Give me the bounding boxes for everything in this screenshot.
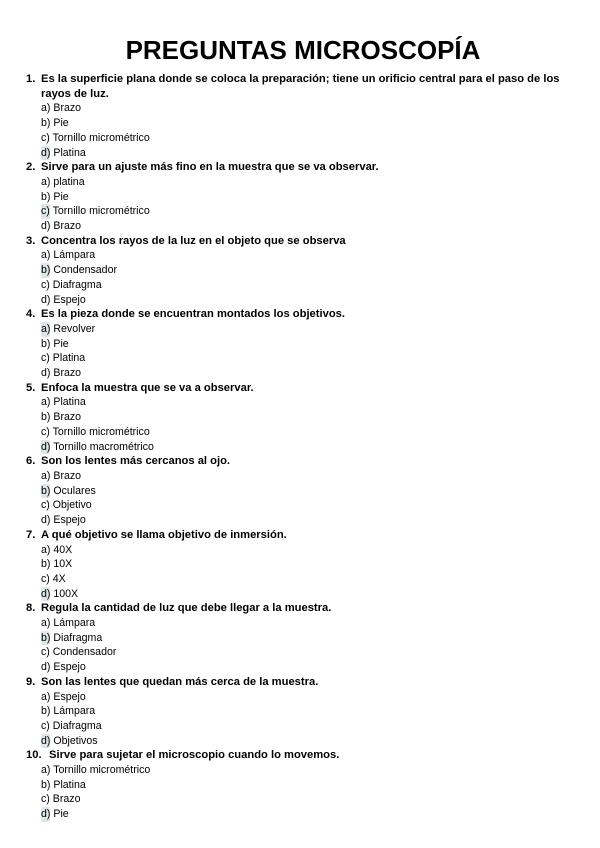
highlighted-option-letter: b) <box>41 631 51 644</box>
answer-option <box>41 763 580 778</box>
answer-option <box>41 278 580 293</box>
question-text <box>26 675 580 690</box>
answer-option <box>41 175 580 190</box>
option-letter: d) <box>41 220 51 233</box>
option-letter: a) <box>41 764 51 777</box>
question-statement: Sirve para sujetar el microscopio cuando lo movemos. <box>49 749 340 762</box>
option-text: Tornillo micrométrico <box>53 764 151 777</box>
option-letter: a) <box>41 249 51 262</box>
question-8 <box>26 601 580 675</box>
option-letter: c) <box>41 572 50 585</box>
option-letter: b) <box>41 778 51 791</box>
answer-option <box>41 792 580 807</box>
option-letter: d) <box>41 293 51 306</box>
answer-option <box>41 543 580 558</box>
option-text: Brazo <box>53 220 82 233</box>
question-text <box>26 72 580 101</box>
question-6 <box>26 454 580 528</box>
option-text: Brazo <box>52 793 81 806</box>
option-text: Brazo <box>53 367 82 380</box>
option-text: Condensador <box>52 646 117 659</box>
option-text: Diafragma <box>52 278 102 291</box>
option-text: Pie <box>53 808 69 821</box>
option-text: platina <box>53 175 85 188</box>
question-statement: Sirve para un ajuste más fino en la muestra que se va observar. <box>41 161 379 174</box>
option-text: Brazo <box>53 102 82 115</box>
option-letter: b) <box>41 117 51 130</box>
option-text: Pie <box>53 190 69 203</box>
question-number: 1. <box>26 73 36 85</box>
question-4 <box>26 307 580 381</box>
question-text <box>26 748 580 763</box>
question-number: 3. <box>26 234 36 247</box>
option-text: Platina <box>53 146 86 159</box>
answer-option <box>41 484 580 499</box>
option-text: Pie <box>53 337 69 350</box>
question-1 <box>26 72 580 160</box>
option-letter: c) <box>41 425 50 438</box>
question-statement: Regula la cantidad de luz que debe llegar a la muestra. <box>41 602 332 615</box>
question-7 <box>26 528 580 602</box>
answer-option <box>41 469 580 484</box>
option-letter: b) <box>41 705 51 718</box>
question-10 <box>26 748 580 822</box>
answer-option <box>41 807 580 822</box>
answer-option <box>41 219 580 234</box>
question-number: 6. <box>26 455 36 468</box>
answer-option <box>41 248 580 263</box>
option-list <box>26 248 580 307</box>
option-text: Espejo <box>53 514 86 527</box>
option-text: Tornillo micrométrico <box>52 425 150 438</box>
option-letter: a) <box>41 102 51 115</box>
option-letter: c) <box>41 793 50 806</box>
question-statement: Es la pieza donde se encuentran montados los objetivos. <box>41 308 345 321</box>
answer-option <box>41 572 580 587</box>
option-letter: c) <box>41 278 50 291</box>
option-text: 100X <box>53 587 79 600</box>
option-text: Espejo <box>53 690 86 703</box>
answer-option <box>41 395 580 410</box>
option-text: Espejo <box>53 293 86 306</box>
answer-option <box>41 631 580 646</box>
question-text <box>26 381 580 396</box>
option-letter: d) <box>41 367 51 380</box>
answer-option <box>41 116 580 131</box>
question-number: 7. <box>26 528 36 541</box>
answer-option <box>41 204 580 219</box>
answer-option <box>41 734 580 749</box>
option-text: Tornillo macrométrico <box>53 440 154 453</box>
option-letter: c) <box>41 131 50 144</box>
highlighted-option-letter: b) <box>41 484 51 497</box>
option-letter: b) <box>41 337 51 350</box>
option-text: Platina <box>52 352 86 365</box>
question-number: 4. <box>26 308 36 321</box>
page-title: PREGUNTAS MICROSCOPÍA <box>125 35 481 65</box>
option-letter: a) <box>41 175 51 188</box>
option-letter: a) <box>41 617 51 630</box>
option-text: Condensador <box>53 264 117 277</box>
option-text: Pie <box>53 117 69 130</box>
answer-option <box>41 131 580 146</box>
option-text: Diafragma <box>52 719 102 732</box>
question-text <box>26 454 580 469</box>
answer-option <box>41 410 580 425</box>
question-text <box>26 528 580 543</box>
question-statement: Enfoca la muestra que se va a observar. <box>41 381 254 394</box>
question-text <box>26 307 580 322</box>
answer-option <box>41 190 580 205</box>
question-statement: Concentra los rayos de la luz en el objeto que se observa <box>41 234 346 247</box>
option-list <box>26 175 580 234</box>
option-list <box>26 101 580 160</box>
answer-option <box>41 101 580 116</box>
answer-option <box>41 719 580 734</box>
option-list <box>26 690 580 749</box>
answer-option <box>41 616 580 631</box>
answer-option <box>41 440 580 455</box>
question-statement: Son los lentes más cercanos al ojo. <box>41 455 231 468</box>
option-letter: a) <box>41 396 51 409</box>
option-list <box>26 469 580 528</box>
answer-option <box>41 557 580 572</box>
answer-option <box>41 513 580 528</box>
option-letter: b) <box>41 558 51 571</box>
question-3 <box>26 234 580 308</box>
answer-option <box>41 146 580 161</box>
highlighted-option-letter: a) <box>41 322 51 335</box>
question-number: 8. <box>26 602 36 615</box>
option-letter: c) <box>41 499 50 512</box>
option-letter: c) <box>41 646 50 659</box>
question-list <box>26 72 580 822</box>
answer-option <box>41 778 580 793</box>
question-text <box>26 601 580 616</box>
answer-option <box>41 660 580 675</box>
question-statement: Es la superficie plana donde se coloca la preparación; tiene un orificio central para el paso de los rayos de luz. <box>41 73 560 100</box>
question-statement: Son las lentes que quedan más cerca de la muestra. <box>41 675 319 688</box>
answer-option <box>41 587 580 602</box>
answer-option <box>41 293 580 308</box>
option-text: Diafragma <box>53 631 103 644</box>
option-text: Brazo <box>53 411 82 424</box>
option-text: Espejo <box>53 661 86 674</box>
answer-option <box>41 425 580 440</box>
option-text: Lámpara <box>53 617 96 630</box>
option-text: Tornillo micrométrico <box>52 205 150 218</box>
question-text <box>26 160 580 175</box>
option-text: Revolver <box>53 322 96 335</box>
answer-option <box>41 351 580 366</box>
question-text <box>26 234 580 249</box>
option-text: Objetivo <box>52 499 92 512</box>
answer-option <box>41 704 580 719</box>
highlighted-option-letter: d) <box>41 587 51 600</box>
option-list <box>26 616 580 675</box>
option-text: Lámpara <box>53 705 96 718</box>
option-letter: c) <box>41 352 50 365</box>
option-list <box>26 395 580 454</box>
highlighted-option-letter: d) <box>41 440 51 453</box>
highlighted-option-letter: d) <box>41 734 51 747</box>
option-text: Platina <box>53 396 86 409</box>
question-2 <box>26 160 580 234</box>
option-text: Brazo <box>53 469 82 482</box>
option-text: Tornillo micrométrico <box>52 131 150 144</box>
option-letter: a) <box>41 469 51 482</box>
option-letter: b) <box>41 411 51 424</box>
highlighted-option-letter: d) <box>41 808 51 821</box>
highlighted-option-letter: c) <box>41 205 50 218</box>
option-text: Oculares <box>53 484 96 497</box>
option-letter: d) <box>41 661 51 674</box>
option-text: Lámpara <box>53 249 96 262</box>
answer-option <box>41 645 580 660</box>
option-list <box>26 543 580 602</box>
answer-option <box>41 690 580 705</box>
option-letter: d) <box>41 514 51 527</box>
highlighted-option-letter: b) <box>41 264 51 277</box>
question-number: 9. <box>26 675 36 688</box>
option-text: 40X <box>53 543 73 556</box>
option-text: 4X <box>52 572 66 585</box>
question-number: 2. <box>26 161 36 174</box>
question-statement: A qué objetivo se llama objetivo de inmersión. <box>41 528 287 541</box>
question-number: 10. <box>26 749 42 762</box>
option-letter: c) <box>41 719 50 732</box>
answer-option <box>41 366 580 381</box>
option-text: Platina <box>53 778 86 791</box>
option-list <box>26 322 580 381</box>
option-text: 10X <box>53 558 73 571</box>
option-letter: b) <box>41 190 51 203</box>
answer-option <box>41 498 580 513</box>
option-letter: a) <box>41 543 51 556</box>
question-number: 5. <box>26 381 36 394</box>
question-5 <box>26 381 580 455</box>
option-text: Objetivos <box>53 734 98 747</box>
option-letter: a) <box>41 690 51 703</box>
question-9 <box>26 675 580 749</box>
answer-option <box>41 337 580 352</box>
answer-option <box>41 263 580 278</box>
highlighted-option-letter: d) <box>41 146 51 159</box>
option-list <box>26 763 580 822</box>
answer-option <box>41 322 580 337</box>
